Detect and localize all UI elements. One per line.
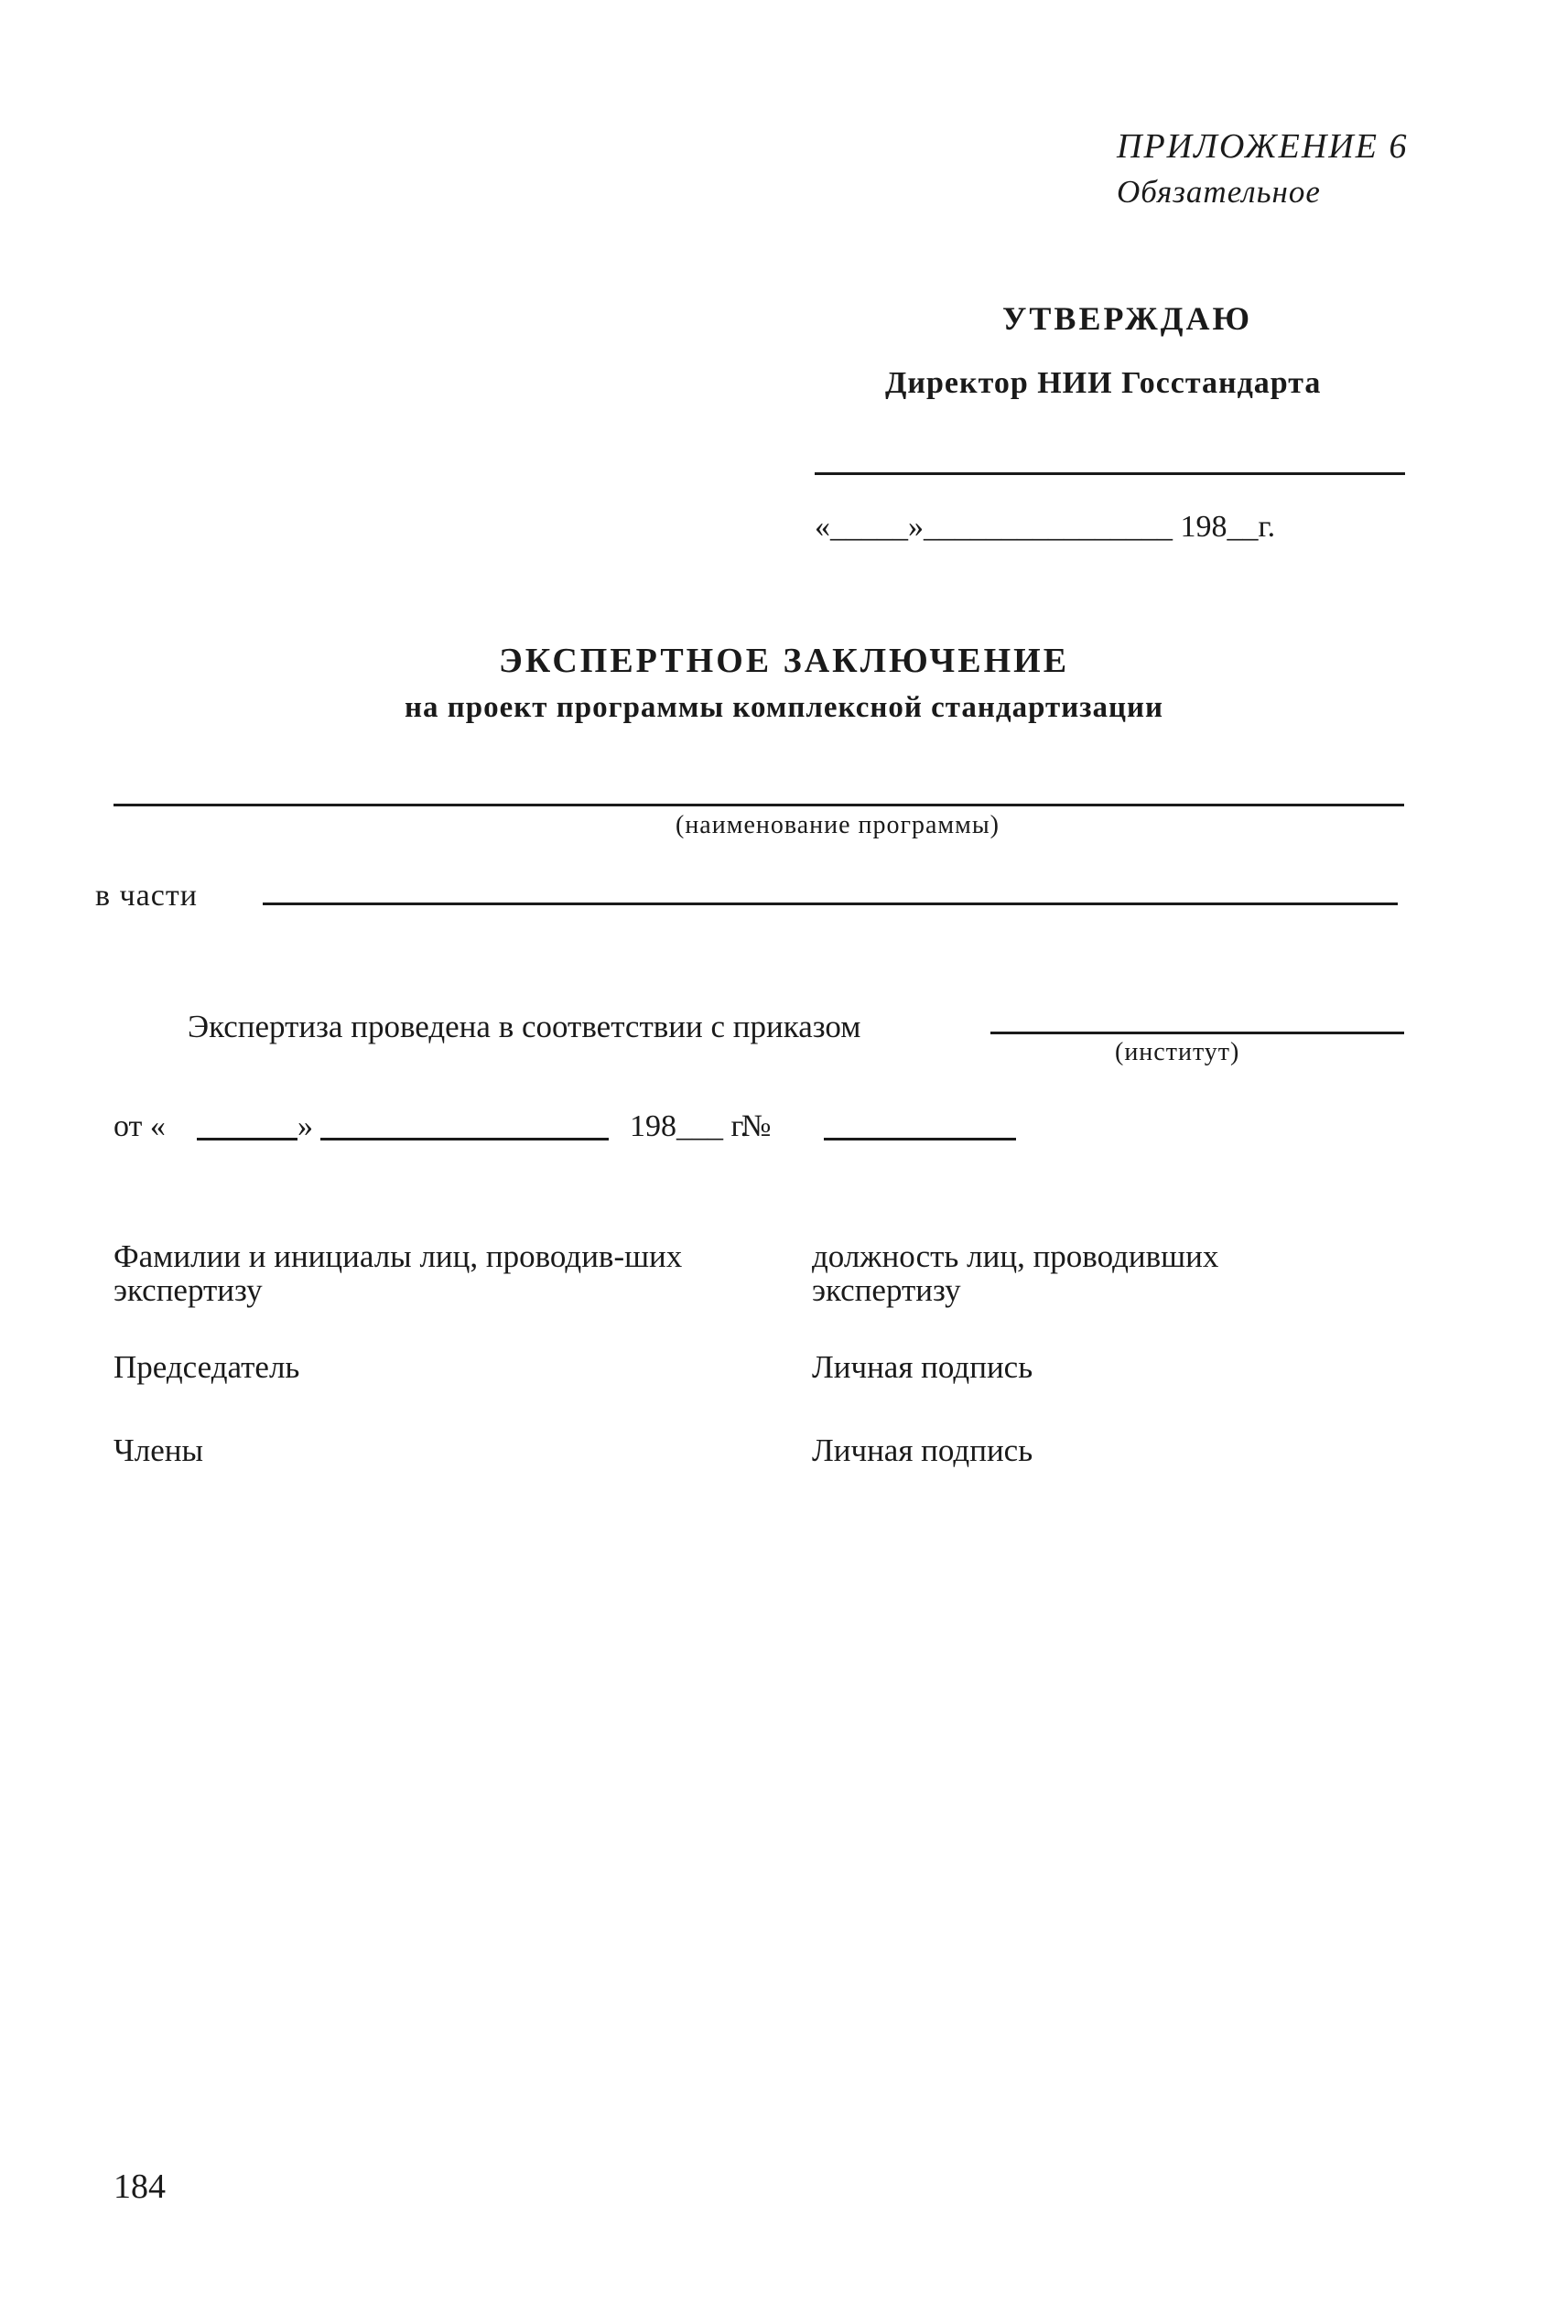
order-date-prefix: от «: [114, 1109, 166, 1143]
chairman-label: Председатель: [114, 1349, 300, 1385]
signatories-positions-header: должность лиц, проводивших экспертизу: [812, 1238, 1219, 1308]
order-number-label: №: [741, 1109, 772, 1143]
order-month-line: [320, 1138, 609, 1140]
approval-signature-line: [815, 472, 1405, 475]
appendix-note: Обязательное: [1117, 174, 1321, 210]
part-label: в части: [95, 879, 198, 913]
program-name-caption: (наименование программы): [676, 811, 1000, 839]
members-signature: Личная подпись: [812, 1432, 1033, 1468]
order-number-line: [824, 1138, 1016, 1140]
document-title: ЭКСПЕРТНОЕ ЗАКЛЮЧЕНИЕ: [498, 642, 1070, 680]
chairman-signature: Личная подпись: [812, 1349, 1033, 1385]
institute-line: [990, 1032, 1404, 1034]
order-day-close-quote: »: [297, 1109, 313, 1143]
order-year: 198___ г.: [630, 1109, 749, 1143]
approval-role: Директор НИИ Госстандарта: [885, 366, 1322, 400]
approval-word: УТВЕРЖДАЮ: [1002, 300, 1253, 337]
institute-caption: (институт): [1115, 1038, 1240, 1066]
appendix-title: ПРИЛОЖЕНИЕ 6: [1117, 127, 1409, 166]
part-line: [263, 903, 1398, 905]
approval-date: «_____»________________ 198__г.: [815, 510, 1276, 544]
document-subtitle: на проект программы комплексной стандартизации: [404, 691, 1164, 724]
members-label: Члены: [114, 1432, 203, 1468]
expertise-text: Экспертиза проведена в соответствии с приказом: [188, 1009, 861, 1044]
program-name-line: [114, 804, 1404, 806]
order-day-line: [197, 1138, 297, 1140]
signatories-names-header: Фамилии и инициалы лиц, проводив-ших экспертизу: [114, 1238, 683, 1308]
page-number: 184: [114, 2167, 166, 2206]
